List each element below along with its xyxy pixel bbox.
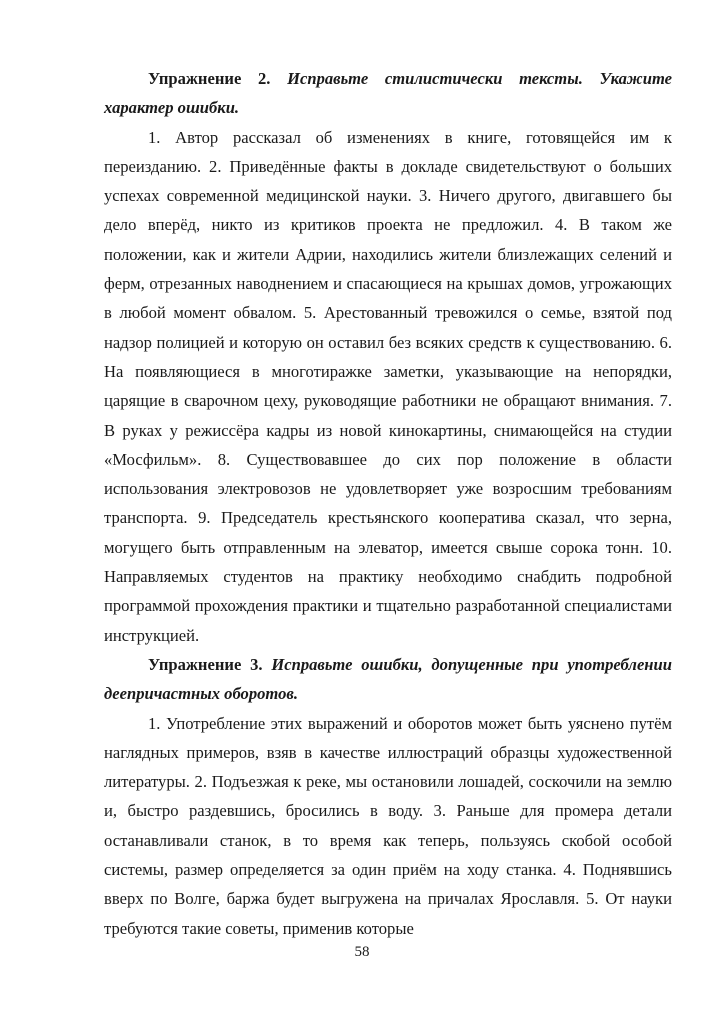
exercise-2-heading bbox=[104, 64, 672, 123]
exercise-3-task: Исправьте ошибки, допущенные при употреблении деепричастных оборотов. bbox=[104, 654, 672, 704]
document-page bbox=[104, 64, 672, 943]
exercise-2-label: Упражнение 2. bbox=[148, 69, 271, 88]
exercise-2-task: Исправьте стилистически тексты. Укажите характер ошибки. bbox=[104, 69, 672, 118]
exercise-2-body: 1. Автор рассказал об изменениях в книге, готовящейся им к переизданию. 2. Приведённые факты в докладе свидетельствуют о больших успехах современной медицинской науки. 3. Ничего другого, двигавшего бы дело вперёд, никто из критиков проекта не предложил. 4. В таком же положении, как и жители Адрии, находились жители близлежащих селений и ферм, отрезанных наводнением и спасающиеся на крышах домов, угрожающих в любой момент обвалом. 5. Арестованный тревожился о семье, взятой под надзор полицией и которую он оставил без всяких средств к существованию. 6. На появляющиеся в многотиражке заметки, указывающие на непорядки, царящие в сварочном цеху, руководящие работники не обращают внимания. 7. В руках у режиссёра кадры из новой кинокартины, снимающейся на студии «Мосфильм». 8. Существовавшее до сих пор положение в области использования электровозов не удовлетворяет уже возросшим требованиям транспорта. 9. Председатель крестьянского кооператива сказал, что зерна, могущего быть отправленным на элеватор, имеется свыше сорока тонн. 10. Направляемых студентов на практику необходимо снабдить подробной программой прохождения практики и тщательно разработанной специалистами инструкцией. bbox=[104, 127, 672, 645]
exercise-3-label: Упражнение 3. bbox=[148, 654, 263, 674]
page-number: 58 bbox=[354, 944, 370, 960]
exercise-3-heading bbox=[104, 650, 672, 709]
exercise-3-body: 1. Употребление этих выражений и оборотов может быть уяснено путём наглядных примеров, взяв в качестве иллюстраций образцы художественной литературы. 2. Подъезжая к реке, мы остановили лошадей, соскочили на землю и, быстро раздевшись, бросились в воду. 3. Раньше для промера детали останавливали станок, в то время как теперь, пользуясь скобой особой системы, размер определяется за один приём на ходу станка. 4. Поднявшись вверх по Волге, баржа будет выгружена на причалах Ярославля. 5. От науки требуются такие советы, применив которые bbox=[104, 713, 672, 938]
